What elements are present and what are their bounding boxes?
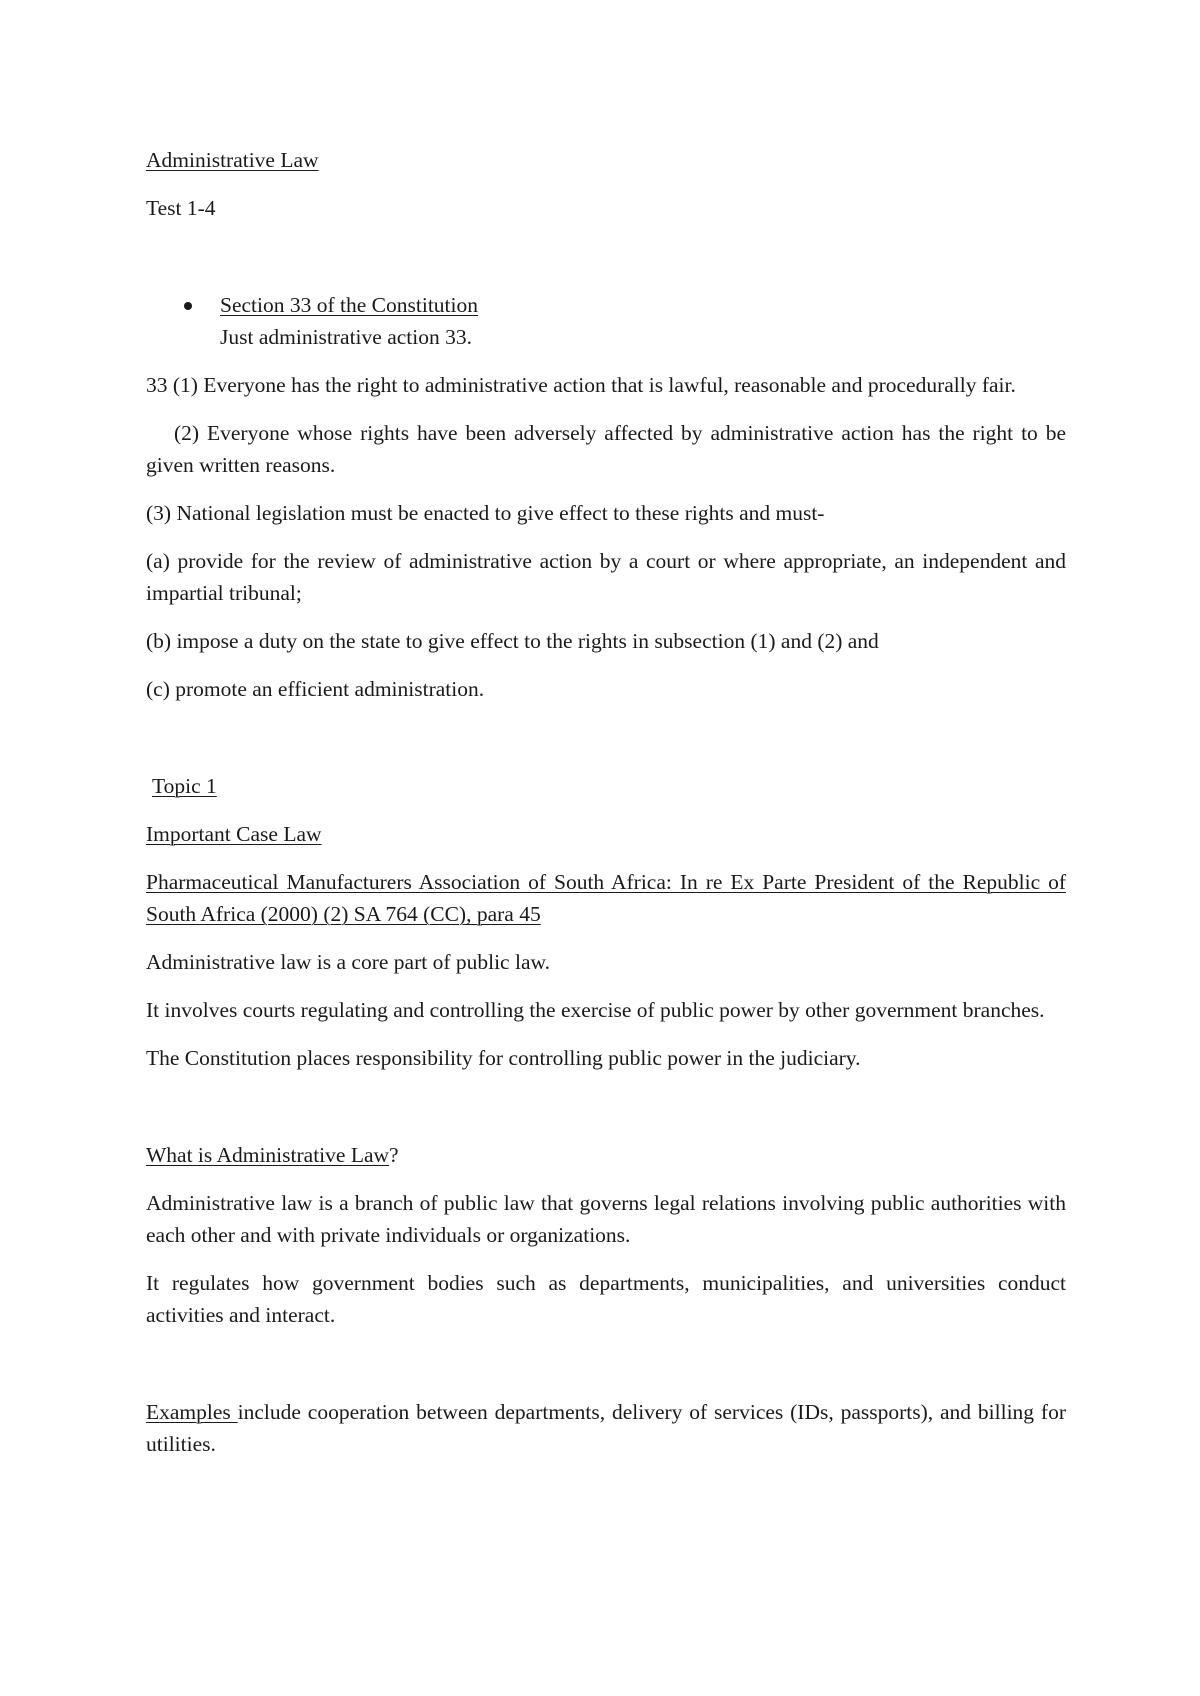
what-is-heading: What is Administrative Law? [146,1143,399,1167]
section33-item-c: (c) promote an efficient administration. [146,677,485,701]
what-is-paragraph-2: It regulates how government bodies such as departments, municipalities, and universities conduct activities and interact. [146,1271,1066,1327]
bullet-heading: Section 33 of the Constitution [220,293,478,317]
section33-subsection-2: (2) Everyone whose rights have been adversely affected by administrative action has the right to be given written reasons. [146,421,1066,477]
case-citation: Pharmaceutical Manufacturers Association of South Africa: In re Ex Parte President of the Republic of South Africa (2000) (2) SA 764 (CC), para 45 [146,870,1066,926]
bullet-icon [184,302,192,310]
examples-paragraph: Examples include cooperation between departments, delivery of services (IDs, passports), and billing for utilities. [146,1400,1066,1456]
bullet-list-item [146,289,1066,353]
topic1-paragraph-3: The Constitution places responsibility for controlling public power in the judiciary. [146,1046,861,1070]
document-page [146,144,1066,1476]
case-law-heading: Important Case Law [146,822,322,846]
document-title: Administrative Law [146,148,319,172]
section33-subsection-3: (3) National legislation must be enacted to give effect to these rights and must- [146,501,825,525]
section33-item-a: (a) provide for the review of administrative action by a court or where appropriate, an independent and impartial tribunal; [146,549,1066,605]
topic1-paragraph-1: Administrative law is a core part of public law. [146,950,550,974]
topic1-paragraph-2: It involves courts regulating and controlling the exercise of public power by other government branches. [146,998,1045,1022]
examples-label: Examples [146,1400,238,1424]
document-subtitle: Test 1-4 [146,196,216,220]
bullet-line: Just administrative action 33. [220,325,472,349]
what-is-paragraph-1: Administrative law is a branch of public law that governs legal relations involving public authorities with each other and with private individuals or organizations. [146,1191,1066,1247]
section33-subsection-1: 33 (1) Everyone has the right to administrative action that is lawful, reasonable and procedurally fair. [146,373,1016,397]
topic1-heading: Topic 1 [152,774,217,798]
section33-item-b: (b) impose a duty on the state to give effect to the rights in subsection (1) and (2) and [146,629,879,653]
